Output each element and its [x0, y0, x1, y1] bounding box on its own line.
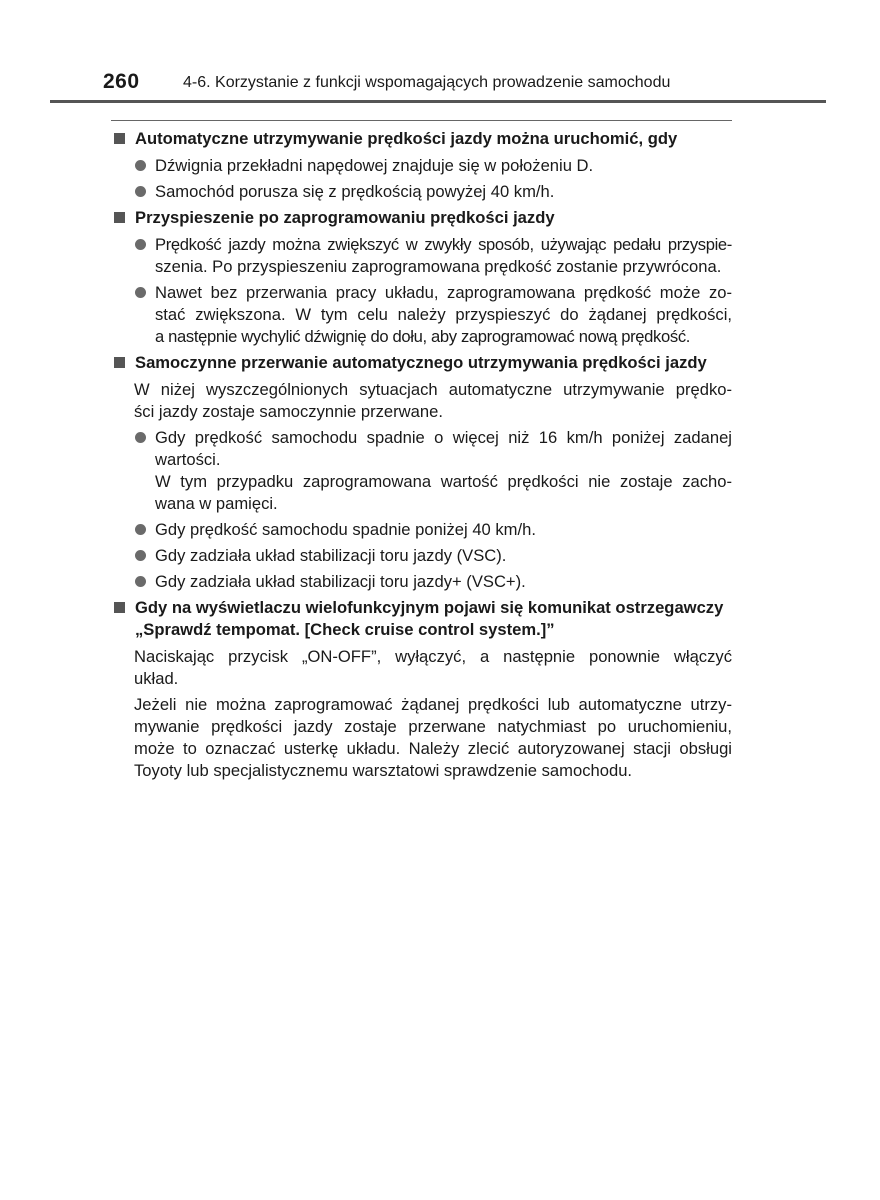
page-header [0, 0, 880, 104]
list-item-text: stać zwiększona. W tym celu należy przyspieszyć do żądanej prędkości, [155, 305, 732, 324]
square-bullet-icon [114, 212, 125, 223]
paragraph-line: Naciskając przycisk „ON-OFF”, wyłączyć, a następnie ponownie włączyć [134, 647, 732, 666]
paragraph [111, 646, 732, 690]
header-divider [50, 100, 826, 103]
bullet-list [111, 427, 732, 593]
round-bullet-icon [135, 550, 146, 561]
page-number: 260 [103, 70, 140, 93]
list-item-text: Gdy prędkość samochodu spadnie o więcej niż 16 km/h poniżej zadanej [155, 428, 732, 447]
section-auto-cruise-conditions [111, 128, 732, 203]
list-item-text: W tym przypadku zaprogramowana wartość prędkości nie zostaje zacho- [155, 472, 732, 491]
list-item [135, 571, 732, 593]
round-bullet-icon [135, 576, 146, 587]
section-heading [111, 207, 732, 229]
list-item [135, 155, 732, 177]
section-heading-text: „Sprawdź tempomat. [Check cruise control system.]” [135, 620, 555, 639]
list-item-text: Prędkość jazdy można zwiększyć w zwykły sposób, używając pedału przyspie- [155, 235, 732, 254]
list-item-text: wana w pamięci. [155, 494, 278, 513]
list-item [135, 234, 732, 278]
square-bullet-icon [114, 357, 125, 368]
content-divider [111, 120, 732, 121]
content-body [111, 128, 732, 786]
list-item-text: Dźwignia przekładni napędowej znajduje się w położeniu D. [155, 156, 594, 175]
section-heading [111, 128, 732, 150]
paragraph-line: może to oznaczać usterkę układu. Należy zlecić autoryzowanej stacji obsługi [134, 739, 732, 758]
paragraph-line: układ. [134, 669, 179, 688]
list-item-text: Gdy prędkość samochodu spadnie poniżej 40 km/h. [155, 520, 536, 539]
paragraph [111, 694, 732, 782]
list-item [135, 181, 732, 203]
section-auto-cancel [111, 352, 732, 593]
paragraph-line: ści jazdy zostaje samoczynnie przerwane. [134, 402, 443, 421]
section-heading [111, 597, 732, 641]
list-item-text: a następnie wychylić dźwignię do dołu, aby zaprogramować nową prędkość. [155, 327, 691, 346]
round-bullet-icon [135, 432, 146, 443]
square-bullet-icon [114, 602, 125, 613]
round-bullet-icon [135, 186, 146, 197]
round-bullet-icon [135, 287, 146, 298]
paragraph-line: Jeżeli nie można zaprogramować żądanej prędkości lub automatyczne utrzy- [134, 695, 732, 714]
list-item [135, 519, 732, 541]
section-heading [111, 352, 732, 374]
list-item-text: Gdy zadziała układ stabilizacji toru jazdy+ (VSC+). [155, 572, 526, 591]
section-heading-text: Przyspieszenie po zaprogramowaniu prędkości jazdy [135, 208, 555, 227]
section-warning-message [111, 597, 732, 782]
list-item-text: wartości. [155, 450, 221, 469]
section-heading-text: Automatyczne utrzymywanie prędkości jazdy można uruchomić, gdy [135, 129, 678, 148]
list-item-text: Nawet bez przerwania pracy układu, zaprogramowana prędkość może zo- [155, 283, 732, 302]
paragraph-line: mywanie prędkości jazdy zostaje przerwane natychmiast po uruchomieniu, [134, 717, 732, 736]
bullet-list [111, 155, 732, 203]
section-heading-text: Gdy na wyświetlaczu wielofunkcyjnym pojawi się komunikat ostrzegawczy [135, 598, 724, 617]
list-item [135, 282, 732, 348]
square-bullet-icon [114, 133, 125, 144]
paragraph-line: Toyoty lub specjalistycznemu warsztatowi sprawdzenie samochodu. [134, 761, 633, 780]
round-bullet-icon [135, 524, 146, 535]
list-item [135, 545, 732, 567]
list-item-text: szenia. Po przyspieszeniu zaprogramowana prędkość zostanie przywrócona. [155, 257, 722, 276]
section-intro [111, 379, 732, 423]
list-item-text: Gdy zadziała układ stabilizacji toru jazdy (VSC). [155, 546, 507, 565]
chapter-title: 4-6. Korzystanie z funkcji wspomagających prowadzenie samochodu [183, 74, 671, 91]
section-acceleration [111, 207, 732, 348]
round-bullet-icon [135, 160, 146, 171]
list-item [135, 427, 732, 515]
paragraph-line: W niżej wyszczególnionych sytuacjach automatyczne utrzymywanie prędko- [134, 380, 732, 399]
round-bullet-icon [135, 239, 146, 250]
bullet-list [111, 234, 732, 348]
section-heading-text: Samoczynne przerwanie automatycznego utrzymywania prędkości jazdy [135, 353, 707, 372]
list-item-text: Samochód porusza się z prędkością powyżej 40 km/h. [155, 182, 555, 201]
